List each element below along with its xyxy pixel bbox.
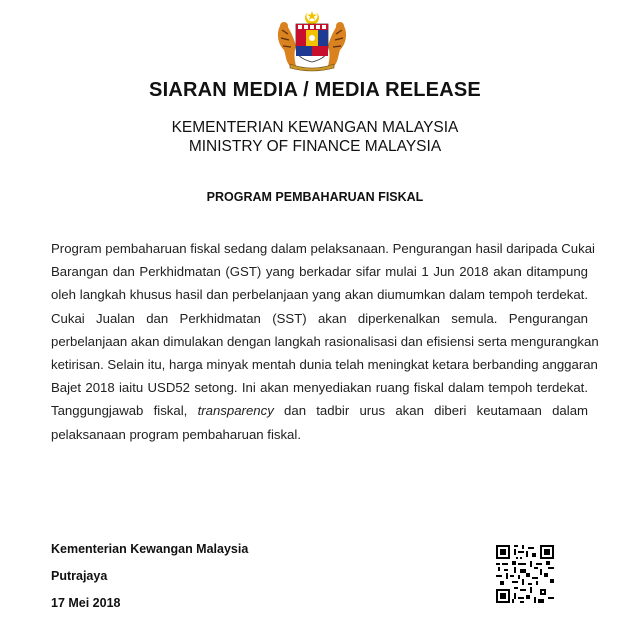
ministry-block xyxy=(0,118,630,156)
paragraph-line: ketirisan. Selain itu, harga minyak mentah dunia telah meningkat ketara berbanding anggaran xyxy=(51,357,598,373)
paragraph-line: perbelanjaan akan dimulakan dengan langkah rasionalisasi dan efisiensi serta mengurangkan xyxy=(51,333,599,349)
document-heading: PROGRAM PEMBAHARUAN FISKAL xyxy=(206,190,424,204)
paragraph-line: Barangan dan Perkhidmatan (GST) yang berkadar sifar mulai 1 Jun 2018 akan ditampung xyxy=(51,264,588,280)
body-paragraph xyxy=(51,237,599,446)
signature-block xyxy=(51,536,248,617)
paragraph-line: pelaksanaan program pembaharuan fiskal. xyxy=(51,426,301,442)
paragraph-text: Tanggungjawab fiskal, xyxy=(51,403,188,419)
signature-date: 17 Mei 2018 xyxy=(51,596,121,610)
signature-place: Putrajaya xyxy=(51,569,108,583)
ministry-name-english: MINISTRY OF FINANCE MALAYSIA xyxy=(188,138,442,155)
paragraph-line: Bajet 2018 iaitu USD52 setong. Ini akan menyediakan ruang fiskal dalam tempoh terdekat. xyxy=(51,380,588,396)
ministry-name-malay: KEMENTERIAN KEWANGAN MALAYSIA xyxy=(171,119,459,136)
paragraph-line: Cukai Jualan dan Perkhidmatan (SST) akan diperkenalkan semula. Pengurangan xyxy=(51,310,588,326)
paragraph-line-mixed xyxy=(51,399,588,422)
paragraph-line: oleh langkah khusus hasil dan perbelanjaan yang akan diumumkan dalam tempoh terdekat. xyxy=(51,287,588,303)
paragraph-line: Program pembaharuan fiskal sedang dalam pelaksanaan. Pengurangan hasil daripada Cukai xyxy=(51,241,595,256)
malaysia-coat-of-arms-icon xyxy=(272,8,352,72)
italic-term: transparency xyxy=(197,403,274,419)
page-title: SIARAN MEDIA / MEDIA RELEASE xyxy=(149,79,481,101)
signature-organisation: Kementerian Kewangan Malaysia xyxy=(51,542,249,556)
qr-code-icon xyxy=(496,545,554,603)
paragraph-text: dan tadbir urus akan diberi keutamaan dalam xyxy=(284,403,589,419)
